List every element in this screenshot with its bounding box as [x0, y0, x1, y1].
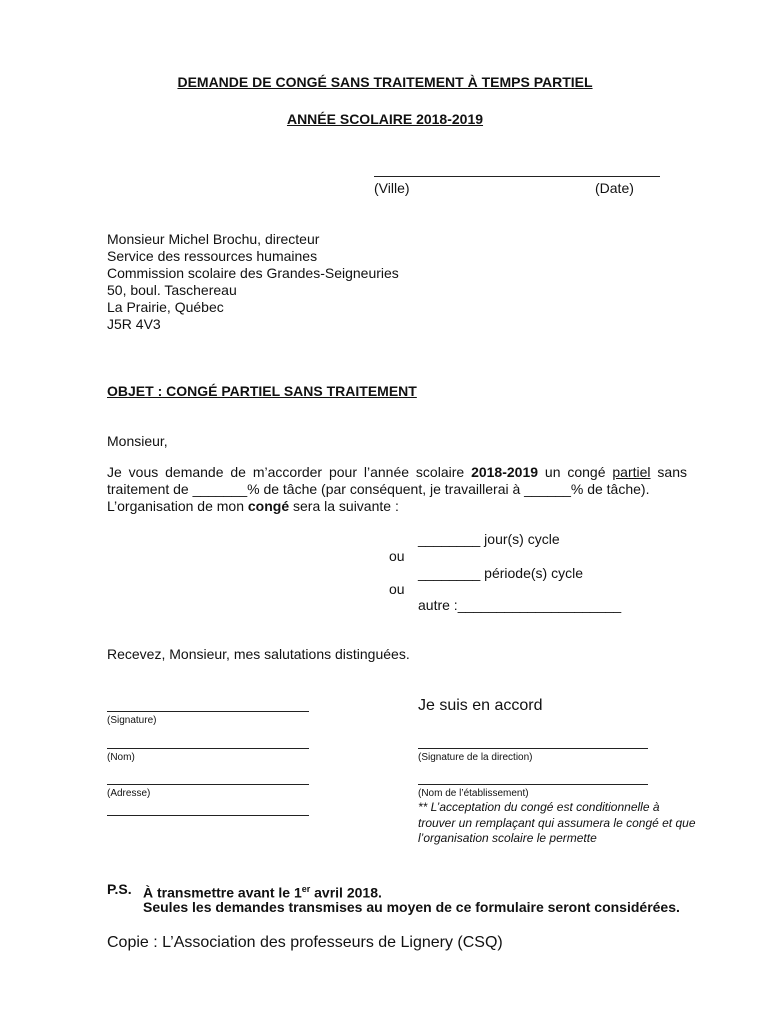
- signature-direction-label: (Signature de la direction): [418, 752, 533, 763]
- recipient-line: J5R 4V3: [107, 316, 161, 332]
- recipient-line: La Prairie, Québec: [107, 299, 224, 315]
- jours-cycle-field[interactable]: ________ jour(s) cycle: [418, 531, 560, 547]
- school-year-title: ANNÉE SCOLAIRE 2018-2019: [286, 111, 484, 127]
- partiel-word: partiel: [612, 464, 651, 480]
- periodes-cycle-field[interactable]: ________ période(s) cycle: [418, 565, 583, 581]
- recipient-line: Service des ressources humaines: [107, 248, 318, 264]
- recipient-address: [107, 231, 399, 333]
- etablissement-label: (Nom de l’établissement): [418, 788, 529, 799]
- adresse-line-2[interactable]: [107, 815, 309, 816]
- paragraph-text: sans traitement de _______% de tâche (par conséquent, je travaillerai à ______% de tâche).: [107, 464, 687, 497]
- paragraph-text: Je vous demande de m’accorder pour l’année scolaire: [107, 464, 472, 480]
- recipient-line: 50, boul. Taschereau: [107, 282, 237, 298]
- request-paragraph: [107, 464, 687, 515]
- nom-label: (Nom): [107, 752, 135, 763]
- accord-label: Je suis en accord: [418, 697, 543, 714]
- signature-label: (Signature): [107, 715, 157, 726]
- adresse-label: (Adresse): [107, 788, 151, 799]
- copie-line: Copie : L’Association des professeurs de Lignery (CSQ): [107, 934, 503, 951]
- ou-label: ou: [389, 548, 405, 564]
- recipient-line: Monsieur Michel Brochu, directeur: [107, 231, 320, 247]
- paragraph-text: sera la suivante :: [289, 498, 399, 514]
- etablissement-line[interactable]: [418, 784, 648, 785]
- ville-label: (Ville): [374, 180, 410, 196]
- nom-line[interactable]: [107, 748, 309, 749]
- school-year: 2018-2019: [471, 464, 539, 480]
- recipient-line: Commission scolaire des Grandes-Seigneuries: [107, 265, 399, 281]
- ps-note: Seules les demandes transmises au moyen de ce formulaire seront considérées.: [143, 899, 680, 915]
- closing: Recevez, Monsieur, mes salutations distinguées.: [107, 646, 410, 662]
- signature-direction-line[interactable]: [418, 748, 648, 749]
- ps-superscript: er: [301, 884, 311, 894]
- conge-word: congé: [247, 498, 290, 514]
- ps-label: P.S.: [107, 881, 132, 897]
- ou-label: ou: [389, 581, 405, 597]
- autre-field[interactable]: autre :_____________________: [418, 597, 622, 613]
- salutation: Monsieur,: [107, 433, 168, 449]
- adresse-line[interactable]: [107, 784, 309, 785]
- ps-text: avril 2018.: [310, 884, 382, 901]
- date-label: (Date): [595, 180, 634, 196]
- acceptation-note: ** L’acceptation du congé est conditionnelle à trouver un remplaçant qui assumera le congé et que l’organisation scolaire le permette: [418, 800, 696, 845]
- ville-date-line[interactable]: [374, 176, 660, 177]
- signature-line[interactable]: [107, 711, 309, 712]
- document-title: DEMANDE DE CONGÉ SANS TRAITEMENT À TEMPS PARTIEL: [177, 74, 593, 90]
- paragraph-text: un congé: [538, 464, 613, 480]
- objet-heading: OBJET : CONGÉ PARTIEL SANS TRAITEMENT: [107, 383, 417, 399]
- ps-text: À transmettre avant le 1: [143, 884, 302, 901]
- paragraph-text: L’organisation de mon: [107, 498, 248, 514]
